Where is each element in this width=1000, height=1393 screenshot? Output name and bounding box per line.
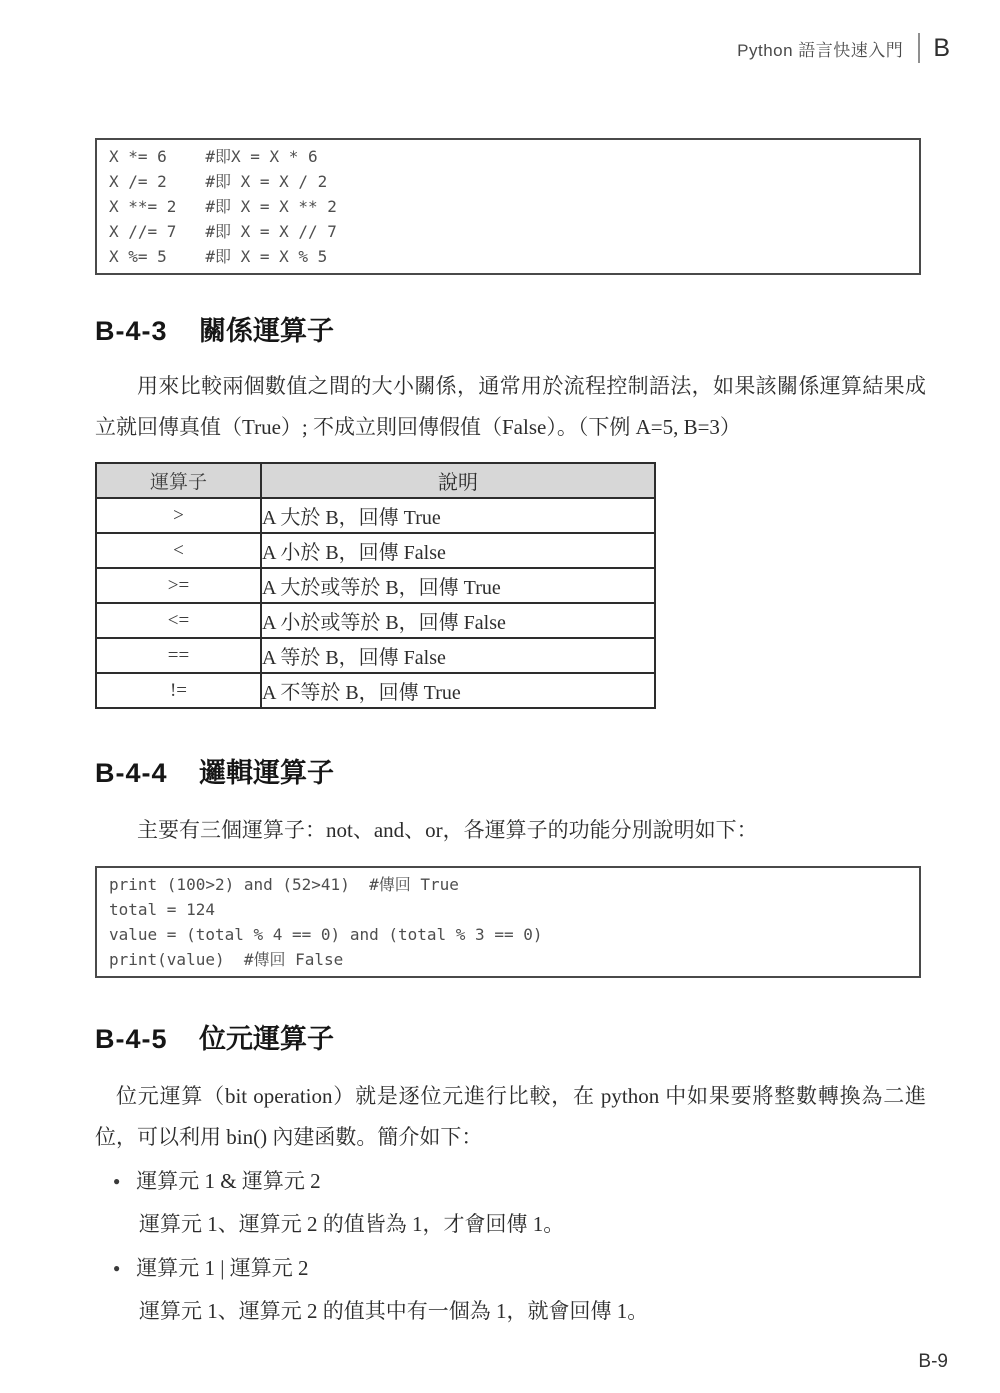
list-item [113,1247,925,1333]
section-heading-bitwise [95,1017,334,1056]
bullet-description: 運算元 1、運算元 2 的值其中有一個為 1，就會回傳 1。 [139,1299,649,1323]
description-cell: A 小於或等於 B，回傳 False [261,603,655,638]
code-line: total = 124 [109,900,215,919]
section-heading-relational [95,309,334,348]
table-header-row [96,463,655,498]
code-line: X %= 5 #即 X = X % 5 [109,247,328,266]
section-number: B-4-5 [95,1024,168,1054]
section-number: B-4-3 [95,316,168,346]
bullet-title: 運算元 1 & 運算元 2 [136,1169,321,1193]
code-line: X **= 2 #即 X = X ** 2 [109,197,337,216]
bullet-title: 運算元 1 | 運算元 2 [136,1256,309,1280]
column-header-description: 說明 [261,463,655,498]
bullet-description: 運算元 1、運算元 2 的值皆為 1，才會回傳 1。 [139,1212,565,1236]
table-row [96,533,655,568]
description-cell: A 小於 B，回傳 False [261,533,655,568]
description-cell: A 等於 B，回傳 False [261,638,655,673]
code-line: X *= 6 #即X = X * 6 [109,147,318,166]
section-title: 位元運算子 [199,1024,335,1054]
bullet-icon: ● [113,1174,121,1188]
header-divider [918,33,920,63]
code-block-logical-operators [95,866,921,978]
page-header [737,33,950,63]
paragraph-relational: 用來比較兩個數值之間的大小關係，通常用於流程控制語法，如果該關係運算結果成立就回傳真值（True）; 不成立則回傳假值（False）。（下例 A=5, B=3） [95,374,926,439]
chapter-letter: B [933,33,950,62]
operator-cell: != [96,673,261,708]
code-line: value = (total % 4 == 0) and (total % 3 == 0) [109,925,543,944]
section-title: 邏輯運算子 [199,758,335,788]
operator-cell: > [96,498,261,533]
code-line: X //= 7 #即 X = X // 7 [109,222,337,241]
paragraph-logical: 主要有三個運算子：not、and、or，各運算子的功能分別說明如下： [137,818,758,842]
relational-operators-table [95,462,656,709]
operator-cell: >= [96,568,261,603]
table-row [96,638,655,673]
description-cell: A 大於 B，回傳 True [261,498,655,533]
table-row [96,568,655,603]
description-cell: A 不等於 B，回傳 True [261,673,655,708]
code-line: print(value) #傳回 False [109,950,344,969]
operator-cell: == [96,638,261,673]
bullet-title-line [113,1247,925,1290]
list-item [113,1160,925,1246]
operator-cell: < [96,533,261,568]
section-heading-logical [95,751,334,790]
page-number: B-9 [918,1351,948,1372]
column-header-operator: 運算子 [96,463,261,498]
paragraph-bitwise: 位元運算（bit operation）就是逐位元進行比較，在 python 中如果要將整數轉換為二進位，可以利用 bin() 內建函數。簡介如下： [95,1084,926,1149]
code-line: print (100>2) and (52>41) #傳回 True [109,875,459,894]
section-number: B-4-4 [95,758,168,788]
description-cell: A 大於或等於 B，回傳 True [261,568,655,603]
bullet-icon: ● [113,1261,121,1275]
code-line: X /= 2 #即 X = X / 2 [109,172,328,191]
bullet-title-line [113,1160,925,1203]
running-head-title: Python 語言快速入門 [737,40,904,60]
table-row [96,498,655,533]
operator-cell: <= [96,603,261,638]
code-block-assignment-operators [95,138,921,275]
table-row [96,673,655,708]
section-title: 關係運算子 [199,316,335,346]
table-row [96,603,655,638]
bitwise-bullet-list [113,1160,925,1334]
